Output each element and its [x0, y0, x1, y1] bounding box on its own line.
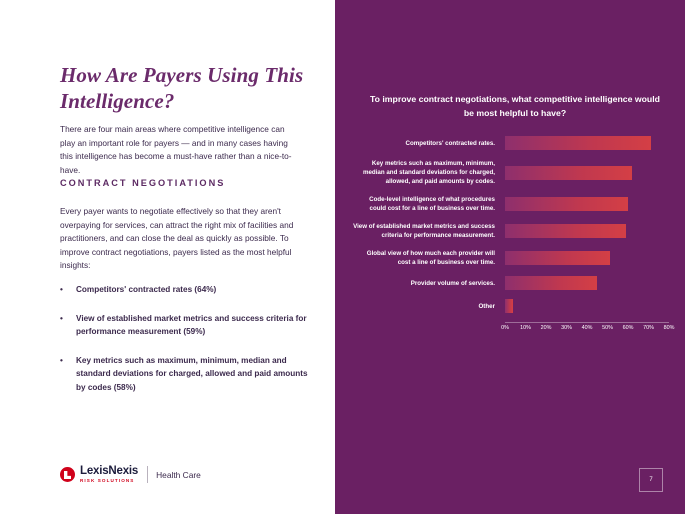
- bar-fill: [505, 136, 651, 150]
- chart-bar-row: [353, 159, 669, 186]
- lexisnexis-logo-icon: [60, 467, 75, 482]
- body-paragraph: Every payer wants to negotiate effectively so that they aren't overpaying for services, can attract the right mix of facilities and practitioners, and can close the deal as quickly as possible. To improve contract negotiations, payers listed as the most helpful insights:: [60, 206, 294, 271]
- bar-category-label: Provider volume of services.: [410, 279, 495, 287]
- axis-tick-label: 10%: [520, 325, 531, 331]
- page-number: 7: [639, 468, 663, 492]
- bar-category-label: Other: [478, 302, 495, 310]
- bar-fill: [505, 224, 626, 238]
- brand-business-unit: Health Care: [156, 469, 201, 480]
- bullet-marker: •: [60, 355, 63, 365]
- chart-x-axis: [501, 322, 675, 337]
- brand-subtitle: RISK SOLUTIONS: [80, 478, 135, 484]
- axis-tick-label: 30%: [561, 325, 572, 331]
- axis-tick-label: 0%: [501, 325, 509, 331]
- bar-track: [505, 251, 669, 265]
- list-item-label: Competitors' contracted rates (64%): [76, 285, 217, 294]
- brand-name: LexisNexis: [80, 464, 139, 477]
- bar-track: [505, 276, 669, 290]
- chart-bar-row: [353, 136, 669, 150]
- axis-tick-label: 20%: [540, 325, 552, 331]
- list-item: [60, 283, 312, 297]
- section-subheading: CONTRACT NEGOTIATIONS: [60, 178, 226, 188]
- bar-category-label: Global view of how much each provider will cost a line of business over time.: [366, 250, 495, 266]
- list-item: [60, 312, 312, 339]
- chart-title: To improve contract negotiations, what competitive intelligence would be most helpful to have?: [370, 94, 660, 118]
- bar-category-label: Key metrics such as maximum, minimum, median and standard deviations for charged, allowed, and paid amounts by codes.: [362, 160, 495, 185]
- bar-fill: [505, 166, 632, 180]
- bar-category-label: Code-level intelligence of what procedures could cost for a line of business over time.: [369, 196, 495, 212]
- axis-tick-label: 60%: [622, 325, 634, 331]
- bar-track: [505, 136, 669, 150]
- footer-brand: [60, 466, 201, 484]
- chart-bar-row: [353, 276, 669, 290]
- bar-chart: [353, 136, 675, 337]
- axis-tick-label: 80%: [663, 325, 675, 331]
- chart-bar-row: [353, 222, 669, 240]
- bar-track: [505, 166, 669, 180]
- bar-fill: [505, 251, 610, 265]
- bar-category-label: View of established market metrics and success criteria for performance measurement.: [353, 223, 495, 239]
- axis-tick-label: 50%: [602, 325, 613, 331]
- list-item-label: View of established market metrics and success criteria for performance measurement (59%): [76, 313, 307, 336]
- bar-fill: [505, 299, 513, 313]
- axis-tick-label: 70%: [643, 325, 654, 331]
- bar-track: [505, 224, 669, 238]
- brand-divider: [147, 466, 148, 483]
- chart-bar-row: [353, 195, 669, 213]
- list-item-label: Key metrics such as maximum, minimum, median and standard deviations for charged, allowed and paid amounts by codes (58%): [76, 355, 308, 392]
- bullet-list: [60, 283, 312, 409]
- bar-track: [505, 299, 669, 313]
- bullet-marker: •: [60, 313, 63, 323]
- bar-track: [505, 197, 669, 211]
- bar-fill: [505, 276, 597, 290]
- axis-tick-label: 40%: [581, 325, 593, 331]
- page-title: How Are Payers Using This Intelligence?: [60, 63, 304, 113]
- list-item: [60, 354, 312, 395]
- brand-text: [80, 466, 138, 484]
- right-chart-panel: [335, 0, 685, 514]
- bullet-marker: •: [60, 285, 63, 294]
- chart-bar-row: [353, 299, 669, 313]
- bar-category-label: Competitors' contracted rates.: [405, 139, 495, 147]
- intro-paragraph: There are four main areas where competitive intelligence can play an important role for payers — and in many cases having this intelligence has become a must-have rather than a nice-to-have.: [60, 124, 292, 175]
- left-content-panel: [0, 0, 335, 514]
- chart-bar-row: [353, 249, 669, 267]
- bar-fill: [505, 197, 628, 211]
